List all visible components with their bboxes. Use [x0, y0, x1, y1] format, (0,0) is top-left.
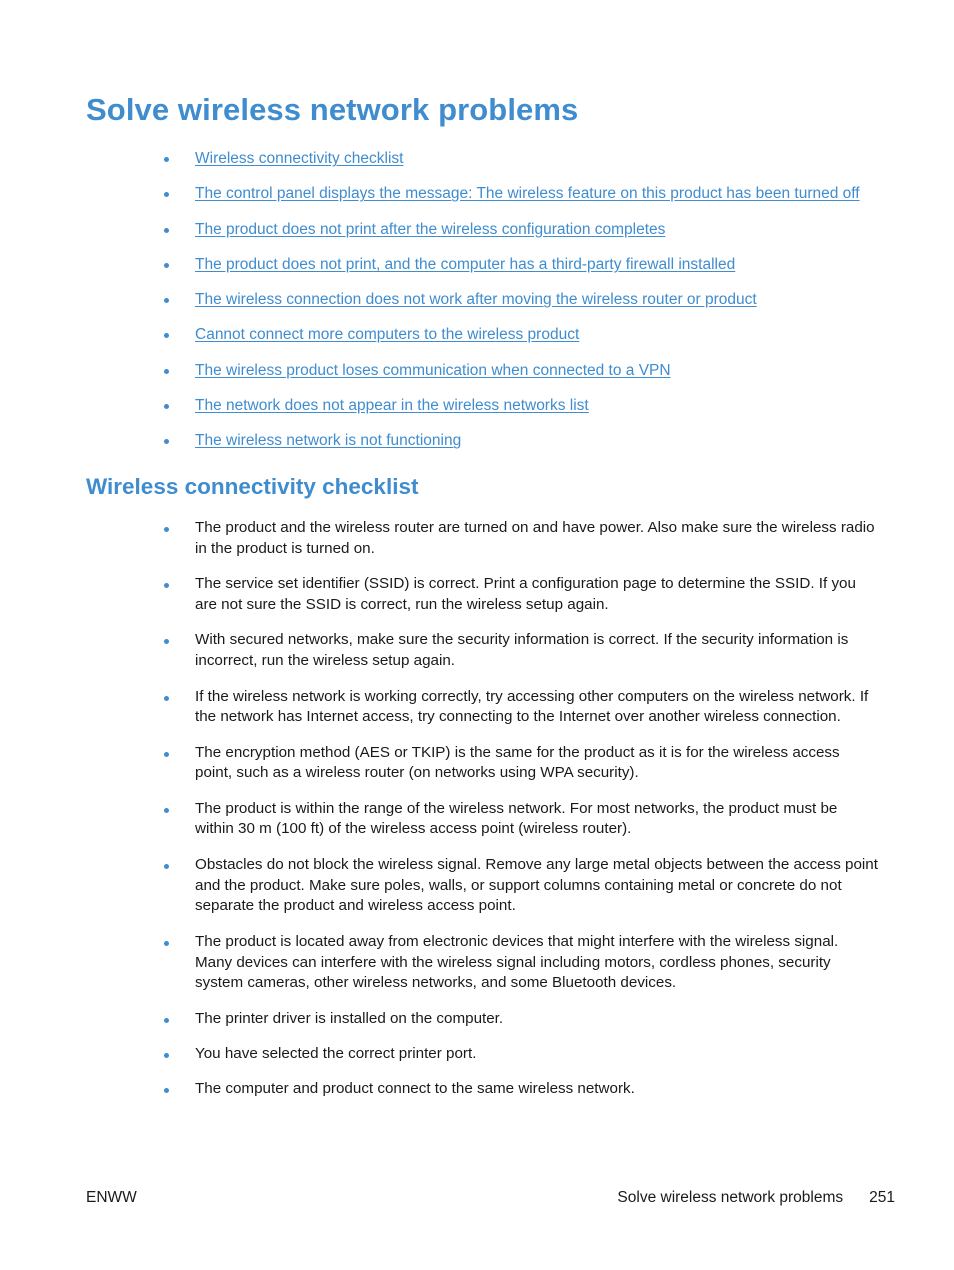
checklist-item [0, 518, 954, 574]
page-title: Solve wireless network problems [86, 92, 579, 127]
list-item [0, 148, 954, 183]
bullet-icon [164, 1088, 169, 1093]
bullet-icon [164, 439, 169, 444]
checklist-item [0, 1044, 954, 1079]
bullet-icon [164, 527, 169, 532]
link-wireless-connectivity-checklist[interactable]: Wireless connectivity checklist [195, 150, 404, 167]
bullet-icon [164, 263, 169, 268]
list-item [0, 430, 954, 465]
checklist-item-text: With secured networks, make sure the security information is correct. If the security information is incorrect, run the wireless setup again. [195, 631, 849, 669]
checklist-item-text: Obstacles do not block the wireless signal. Remove any large metal objects between the access point and the product. Make sure poles, walls, or support columns containing metal or concrete do not separate the product and wireless access point. [195, 856, 878, 915]
topic-link-list [0, 148, 954, 466]
checklist-item [0, 1079, 954, 1114]
bullet-icon [164, 1018, 169, 1023]
checklist-item [0, 799, 954, 856]
footer-section-name: Solve wireless network problems [617, 1189, 844, 1206]
section-title: Wireless connectivity checklist [86, 474, 419, 499]
bullet-icon [164, 404, 169, 409]
checklist [0, 518, 954, 1114]
link-after-moving-router[interactable]: The wireless connection does not work after moving the wireless router or product [195, 291, 757, 309]
bullet-icon [164, 192, 169, 197]
checklist-item-text: The product is within the range of the wireless network. For most networks, the product must be within 30 m (100 ft) of the wireless access point (wireless router). [195, 799, 838, 838]
checklist-item [0, 687, 954, 743]
list-item [0, 289, 954, 324]
footer-publication-code: ENWW [86, 1189, 137, 1206]
bullet-icon [164, 157, 169, 162]
checklist-item-text: If the wireless network is working correctly, try accessing other computers on the wireless network. If the network has Internet access, try connecting to the Internet over another wireless connection. [195, 687, 869, 726]
bullet-icon [164, 228, 169, 233]
checklist-item [0, 574, 954, 630]
checklist-item [0, 932, 954, 1009]
bullet-icon [164, 369, 169, 374]
list-item [0, 395, 954, 430]
link-wireless-feature-turned-off[interactable]: The control panel displays the message: The wireless feature on this product has been turned off [195, 185, 860, 203]
bullet-icon [164, 752, 169, 757]
bullet-icon [164, 1053, 169, 1058]
link-no-print-after-config[interactable]: The product does not print after the wireless configuration completes [195, 220, 666, 238]
link-network-not-in-list[interactable]: The network does not appear in the wireless networks list [195, 397, 589, 415]
checklist-item-text: The computer and product connect to the same wireless network. [195, 1080, 635, 1097]
footer-right [617, 1189, 895, 1207]
checklist-item [0, 630, 954, 687]
checklist-item [0, 743, 954, 799]
bullet-icon [164, 941, 169, 946]
checklist-item [0, 1009, 954, 1044]
link-loses-communication-vpn[interactable]: The wireless product loses communication when connected to a VPN [195, 361, 671, 379]
checklist-item-text: The product and the wireless router are turned on and have power. Also make sure the wireless radio in the product is turned on. [195, 519, 875, 557]
checklist-item-text: The service set identifier (SSID) is correct. Print a configuration page to determine the SSID. If you are not sure the SSID is correct, run the wireless setup again. [195, 575, 856, 613]
bullet-icon [164, 333, 169, 338]
list-item [0, 324, 954, 359]
bullet-icon [164, 639, 169, 644]
bullet-icon [164, 298, 169, 303]
list-item [0, 254, 954, 289]
checklist-item-text: The printer driver is installed on the computer. [195, 1010, 504, 1027]
checklist-item [0, 855, 954, 932]
page-number: 251 [869, 1189, 895, 1206]
checklist-item-text: You have selected the correct printer port. [195, 1045, 477, 1062]
checklist-item-text: The product is located away from electronic devices that might interfere with the wireless signal. Many devices can interfere with the wireless signal including motors, cordless phones, security system cameras, other wireless networks, and some Bluetooth devices. [195, 933, 839, 992]
link-network-not-functioning[interactable]: The wireless network is not functioning [195, 432, 462, 450]
bullet-icon [164, 583, 169, 588]
bullet-icon [164, 808, 169, 813]
list-item [0, 219, 954, 254]
link-cannot-connect-more-computers[interactable]: Cannot connect more computers to the wireless product [195, 326, 580, 344]
link-third-party-firewall[interactable]: The product does not print, and the computer has a third-party firewall installed [195, 255, 736, 273]
bullet-icon [164, 696, 169, 701]
checklist-item-text: The encryption method (AES or TKIP) is the same for the product as it is for the wireless access point, such as a wireless router (on networks using WPA security). [195, 743, 840, 782]
bullet-icon [164, 864, 169, 869]
list-item [0, 183, 954, 218]
list-item [0, 360, 954, 395]
